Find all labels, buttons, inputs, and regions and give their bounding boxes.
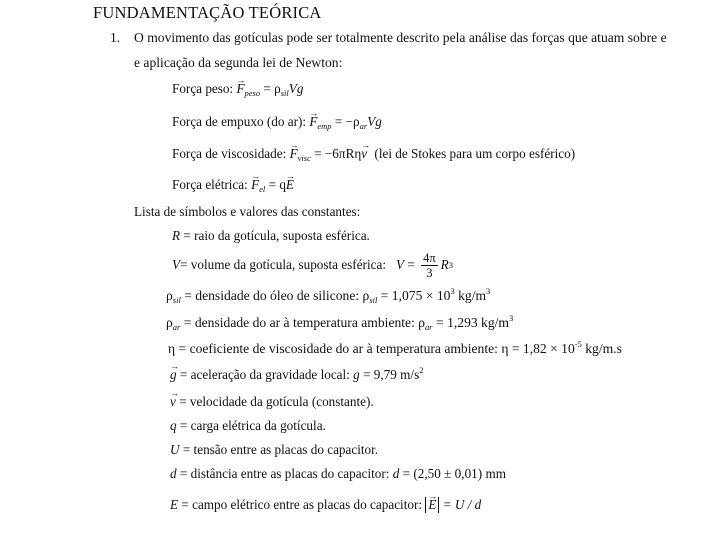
force-subscript: emp [317,121,332,131]
exponent: 3 [509,313,514,323]
symbol-value: = (2,50 ± 0,01) mm [399,466,506,481]
symbol: η [168,341,176,356]
symbol-description: = velocidade da gotícula (constante). [175,394,374,409]
force-subscript: el [259,184,266,194]
symbol-subscript: sil [369,295,378,305]
force-vector-symbol: → F [236,81,244,97]
field-vector-symbol: → E [286,177,294,193]
symbol-description: = distância entre as placas do capacitor: [176,466,393,481]
force-equation: = −ρ [331,114,360,129]
symbol-v [170,394,374,410]
radius-symbol: R [440,257,449,272]
field-vector-symbol: → E [428,497,436,513]
symbols-heading: Lista de símbolos e valores das constantes: [134,204,361,219]
symbol: d [392,466,400,481]
symbol: V [172,257,181,272]
symbol-description: = tensão entre as placas do capacitor. [179,442,379,457]
force-electric [172,177,294,193]
unit: kg/m.s [581,341,622,356]
symbol-description: = densidade do óleo de silicone: ρ [180,288,370,303]
symbol: d [170,466,177,481]
volume-fraction [421,251,438,280]
symbol-subscript: ar [425,322,433,332]
fraction-numerator: 4π [423,250,436,265]
force-equation: = ρ [260,81,281,96]
symbol-description: = raio da gotícula, suposta esférica. [180,228,370,243]
force-rhs: Vg [367,114,382,129]
exponent: 3 [486,286,491,296]
velocity-vector-symbol: → v [361,146,367,162]
symbol-U [170,442,378,458]
symbol-description: = coeficiente de viscosidade do ar à temperatura ambiente: η = 1,82 × 10 [175,341,575,356]
magnitude-bars [425,497,439,513]
symbol-d [170,466,506,482]
unit: kg/m [454,288,487,303]
force-electric-label: Força elétrica: [172,177,248,192]
rho-subscript: ar [359,121,368,131]
exponent: 3 [450,286,455,296]
symbol-description: = carga elétrica da gotícula. [176,418,326,433]
symbol-rho-sil [166,288,490,304]
force-rhs: Vg [288,81,304,96]
symbol: R [172,228,181,243]
symbol-description: = densidade do ar à temperatura ambiente: ρ [180,315,426,330]
force-buoyancy [172,114,382,130]
symbol-value: = U / d [439,497,482,512]
symbol: g [353,367,360,382]
symbol-value: = 1,075 × 10 [377,288,451,303]
page-title: FUNDAMENTAÇÃO TEÓRICA [93,3,322,22]
rho-subscript: sil [280,88,289,98]
symbol: V [395,257,405,272]
symbol-E [170,497,481,513]
symbol: U [170,442,180,457]
symbol-value: = 1,293 kg/m [432,315,510,330]
item-number: 1. [110,30,121,45]
force-weight [172,81,303,97]
force-buoyancy-label: Força de empuxo (do ar): [172,114,307,129]
symbol-description: = aceleração da gravidade local: [176,367,354,382]
force-subscript: visc [297,153,311,163]
force-equation: = q [265,177,286,192]
symbol-R [172,228,370,244]
equals: = [404,257,419,272]
stokes-note: (lei de Stokes para um corpo esférico) [374,146,576,161]
symbol-description: = volume da gotícula, suposta esférica: [180,257,386,272]
exponent: -5 [574,339,582,349]
symbol-V: V = volume da gotícula, suposta esférica: V = $\frac{4\pi}{3}$ R 3 [172,250,453,280]
force-vector-symbol: → F [309,114,317,130]
force-subscript: peso [244,88,261,98]
symbol-eta [168,341,622,357]
symbol: ρ [166,315,173,330]
exponent: 2 [419,365,424,375]
symbol-description: = campo elétrico entre as placas do capacitor: [178,497,426,512]
gravity-vector-symbol: → g [170,367,177,383]
symbol: ρ [166,288,173,303]
symbol-rho-ar [166,315,513,331]
force-viscosity [172,146,575,162]
force-weight-label: Força peso: [172,81,234,96]
force-vector-symbol: → F [290,146,298,162]
force-equation: = −6πRη [310,146,362,161]
symbol-g [170,367,423,383]
symbol-subscript: sil [172,295,181,305]
force-viscosity-label: Força de viscosidade: [172,146,287,161]
symbol: E [170,497,179,512]
symbol-subscript: ar [172,322,181,332]
symbol-value: = 9,79 m/s [359,367,420,382]
item1-line2: e aplicação da segunda lei de Newton: [134,55,343,70]
fraction-denominator: 3 [426,265,433,280]
force-vector-symbol: → F [251,177,259,193]
symbol: q [170,418,177,433]
symbol-q [170,418,326,434]
velocity-vector-symbol: → v [170,394,176,410]
item1-line1: O movimento das gotículas pode ser totalmente descrito pela análise das forças que atuam sobre e [134,30,667,45]
